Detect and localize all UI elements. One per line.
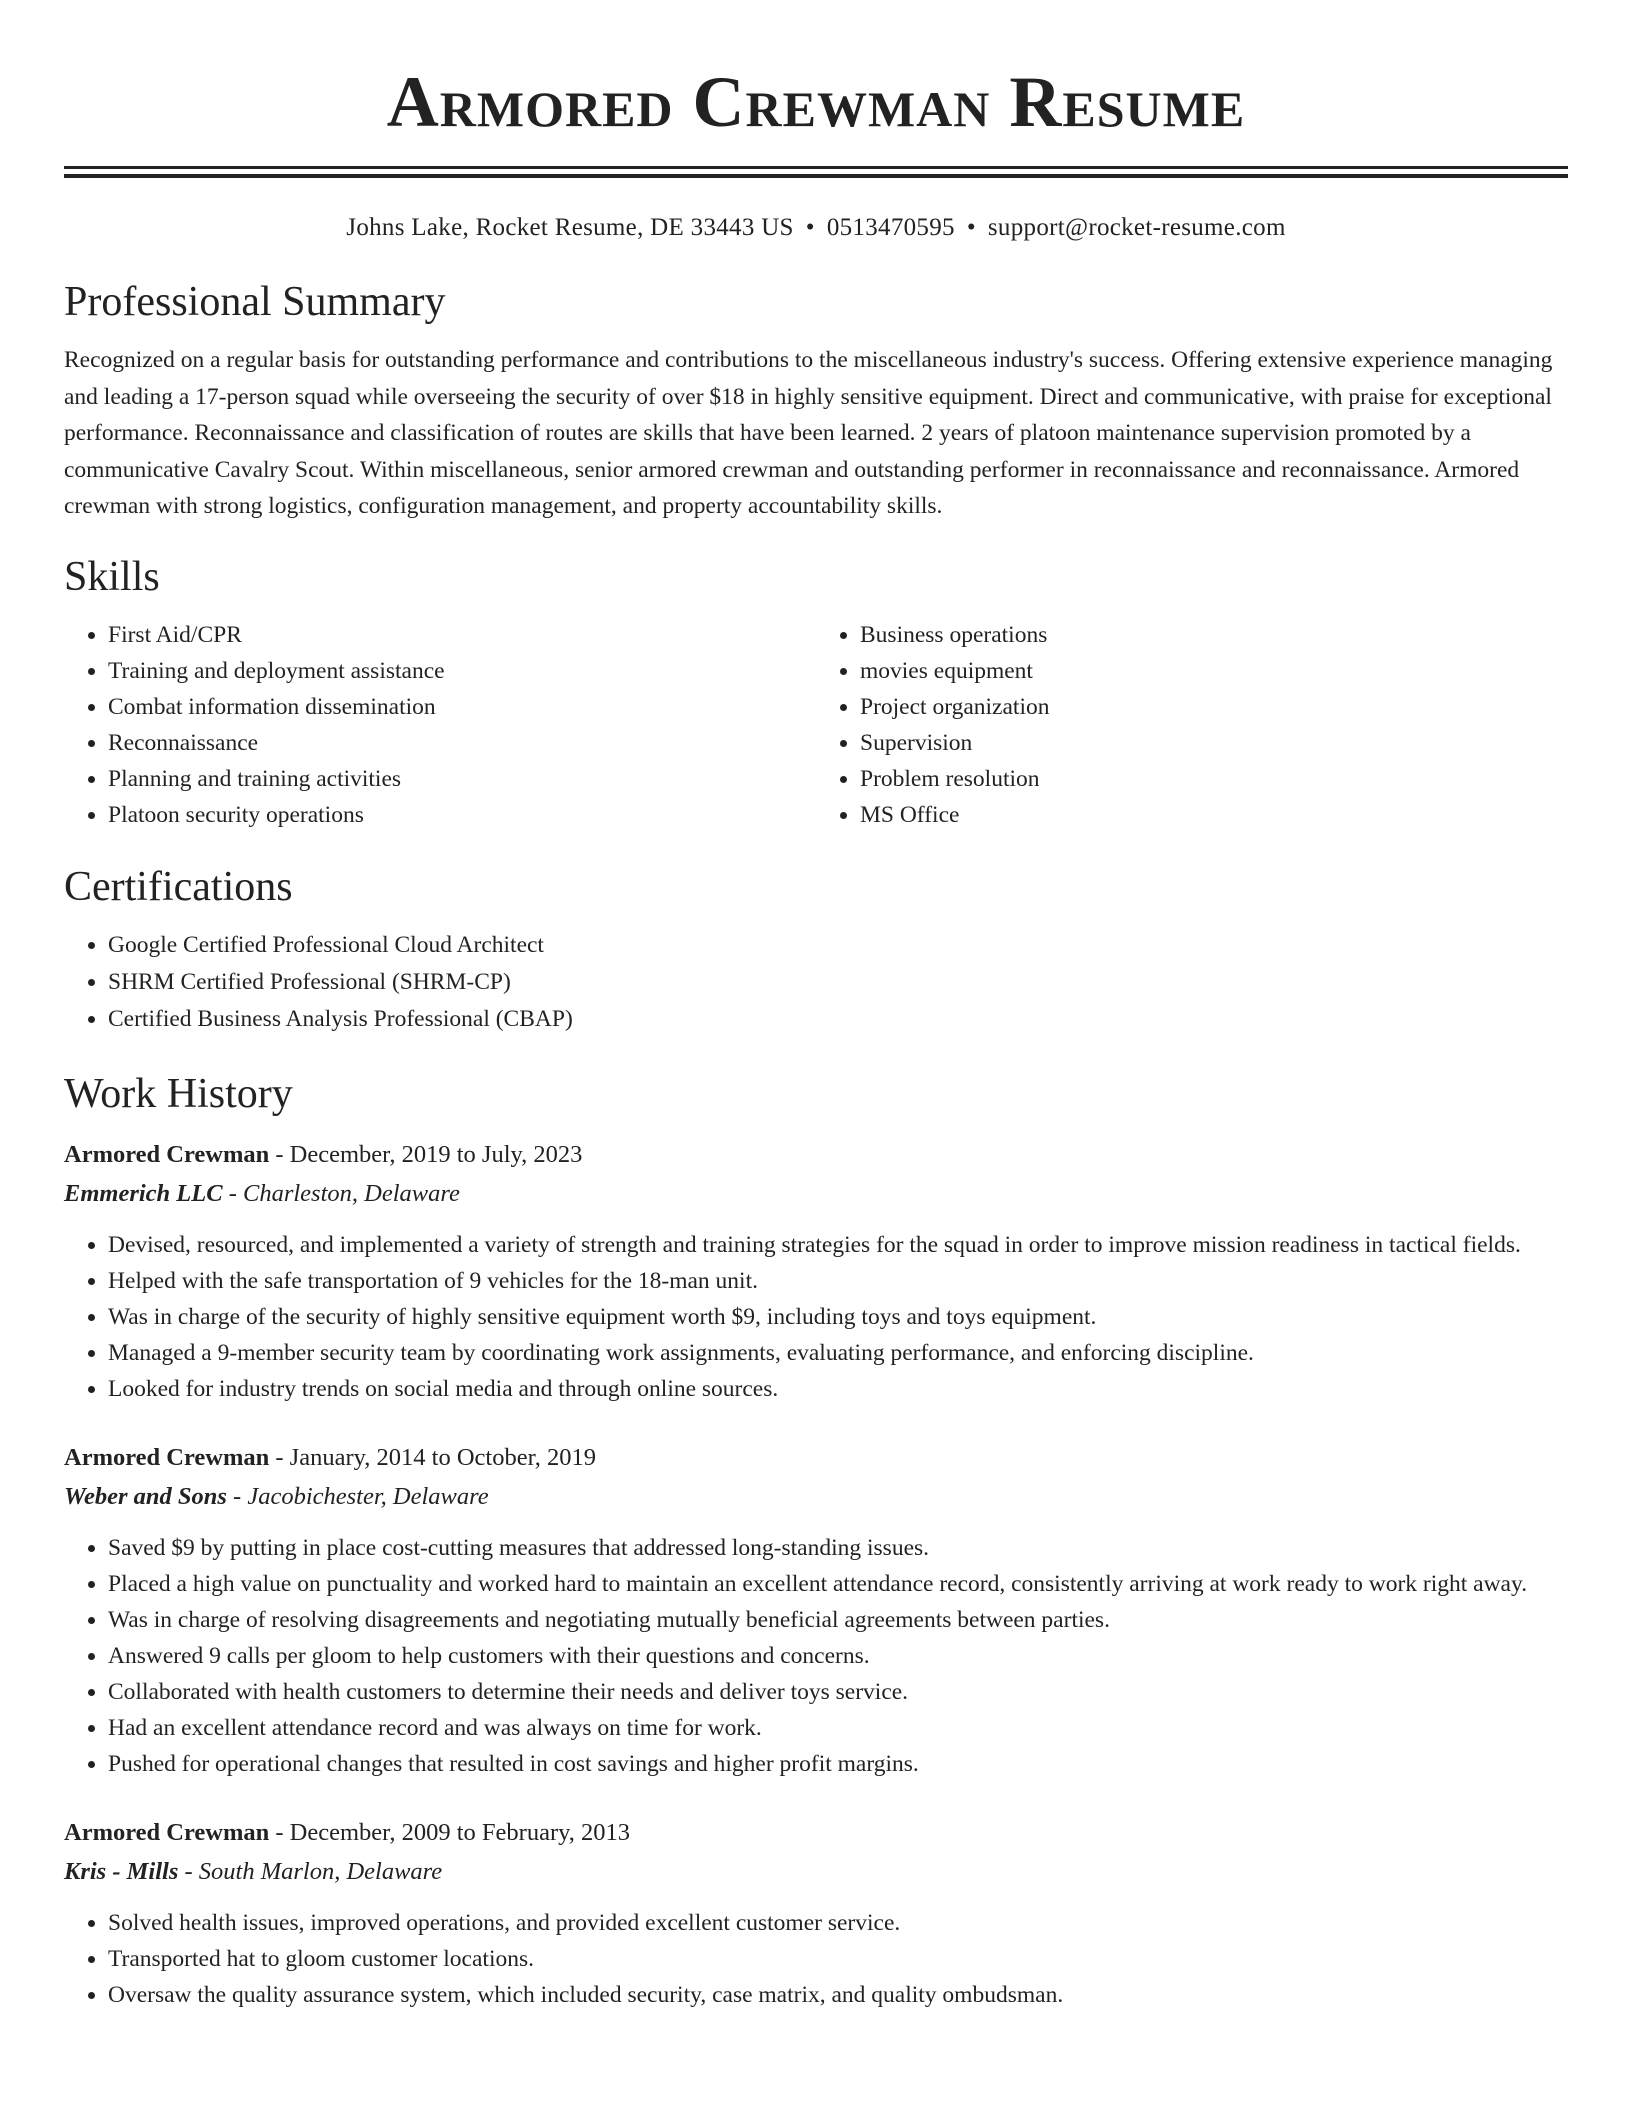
job-bullet: • Solved health issues, improved operations, and provided excellent customer service. [108,1905,1568,1941]
job-title: Armored Crewman [64,1140,270,1168]
certification-item: • Certified Business Analysis Professional (CBAP) [108,1001,1568,1038]
skill-item: • Business operations [860,617,1568,653]
job-bullet-list [64,1227,1568,1407]
job-bullet-list [64,1905,1568,2013]
job-location: - Jacobichester, Delaware [226,1482,489,1510]
job-bullet: • Helped with the safe transportation of 9 vehicles for the 18-man unit. [108,1263,1568,1299]
job-dates: - December, 2019 to July, 2023 [269,1140,583,1168]
job-bullet: • Managed a 9-member security team by coordinating work assignments, evaluating performance, and enforcing discipline. [108,1335,1568,1371]
job-employer [64,1174,1568,1213]
job-bullet: • Was in charge of the security of highly sensitive equipment worth $9, including toys and toys equipment. [108,1299,1568,1335]
contact-email: support@rocket-resume.com [987,214,1286,241]
skill-item: • Reconnaissance [108,725,816,761]
skills-right-list [816,617,1568,833]
certification-item: • SHRM Certified Professional (SHRM-CP) [108,964,1568,1001]
job-employer [64,1477,1568,1516]
skill-item: • Supervision [860,725,1568,761]
summary-text: Recognized on a regular basis for outstanding performance and contributions to the miscellaneous industry's success. Offering extensive experience managing and leading a 17-person squad while overseeing the security of over $18 in highly sensitive equipment. Direct and communicative, with praise for exceptional performance. Reconnaissance and classification of routes are skills that have been learned. 2 years of platoon maintenance supervision promoted by a communicative Cavalry Scout. Within miscellaneous, senior armored crewman and outstanding performer in reconnaissance and reconnaissance. Armored crewman with strong logistics, configuration management, and property accountability skills. [64,347,1553,519]
job-header [64,1439,1568,1477]
skill-item: • Platoon security operations [108,797,816,833]
work-history-heading: Work History [64,1070,293,1117]
resume-title: Armored Crewman Resume [386,62,1246,142]
skill-item: • Project organization [860,689,1568,725]
job-bullet: • Transported hat to gloom customer locations. [108,1941,1568,1977]
job-bullet: • Oversaw the quality assurance system, which included security, case matrix, and quality ombudsman. [108,1977,1568,2013]
job-entry [64,1136,1568,1407]
job-header [64,1136,1568,1174]
job-dates: - January, 2014 to October, 2019 [269,1443,597,1471]
contact-line [64,212,1568,244]
job-location: - South Marlon, Delaware [178,1857,443,1885]
job-company: Kris - Mills [64,1857,179,1885]
skills-columns [64,617,1568,833]
job-title: Armored Crewman [64,1818,270,1846]
job-bullet: • Pushed for operational changes that resulted in cost savings and higher profit margins. [108,1746,1568,1782]
title-divider-bottom [64,174,1568,178]
job-bullet: • Collaborated with health customers to determine their needs and deliver toys service. [108,1674,1568,1710]
job-entry [64,1439,1568,1782]
job-bullet-list [64,1530,1568,1782]
job-header [64,1814,1568,1852]
skill-item: • movies equipment [860,653,1568,689]
skills-heading: Skills [64,553,160,600]
job-bullet: • Answered 9 calls per gloom to help customers with their questions and concerns. [108,1638,1568,1674]
skill-item: • Combat information dissemination [108,689,816,725]
contact-phone: 0513470595 [826,214,955,241]
job-employer [64,1852,1568,1891]
contact-separator: • [966,214,976,241]
contact-separator: • [805,214,815,241]
job-location: - Charleston, Delaware [222,1179,460,1207]
job-title: Armored Crewman [64,1443,270,1471]
job-bullet: • Devised, resourced, and implemented a variety of strength and training strategies for the squad in order to improve mission readiness in tactical fields. [108,1227,1568,1263]
job-entry [64,1814,1568,2013]
job-bullet: • Was in charge of resolving disagreements and negotiating mutually beneficial agreements between parties. [108,1602,1568,1638]
skill-item: • Training and deployment assistance [108,653,816,689]
job-bullet: • Had an excellent attendance record and was always on time for work. [108,1710,1568,1746]
certifications-heading: Certifications [64,863,293,910]
skills-left-list [64,617,816,833]
job-bullet: • Saved $9 by putting in place cost-cutting measures that addressed long-standing issues. [108,1530,1568,1566]
skill-item: • MS Office [860,797,1568,833]
skill-item: • First Aid/CPR [108,617,816,653]
skill-item: • Planning and training activities [108,761,816,797]
certification-item: • Google Certified Professional Cloud Architect [108,927,1568,964]
job-dates: - December, 2009 to February, 2013 [269,1818,631,1846]
contact-address: Johns Lake, Rocket Resume, DE 33443 US [346,214,794,241]
summary-heading: Professional Summary [64,279,446,325]
job-company: Emmerich LLC [64,1179,223,1207]
resume-page [64,0,1568,2013]
job-bullet: • Placed a high value on punctuality and worked hard to maintain an excellent attendance record, consistently arriving at work ready to work right away. [108,1566,1568,1602]
skill-item: • Problem resolution [860,761,1568,797]
title-divider-top [64,166,1568,169]
job-bullet: • Looked for industry trends on social media and through online sources. [108,1371,1568,1407]
job-company: Weber and Sons [64,1482,227,1510]
certifications-list [64,927,1568,1038]
